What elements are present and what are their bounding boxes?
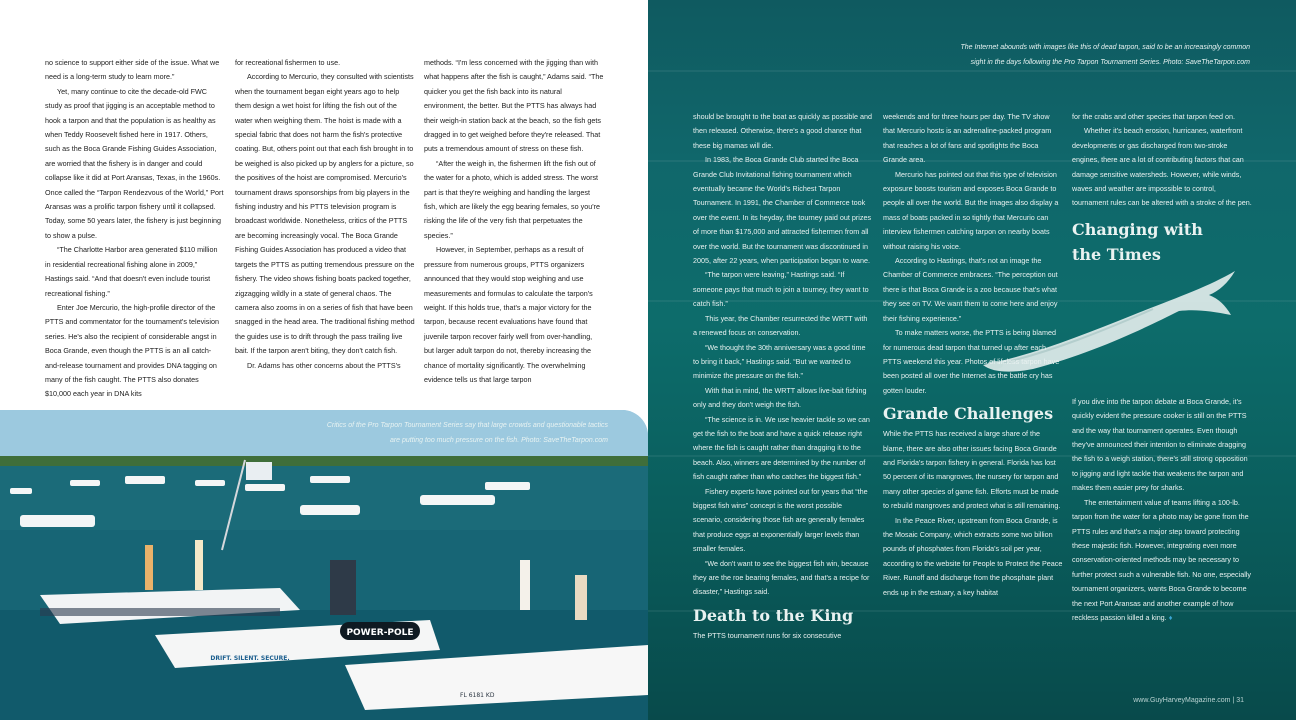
- paragraph: for recreational fishermen to use.: [235, 58, 341, 67]
- paragraph: “The Charlotte Harbor area generated $110 million in residential recreational fishing alone in 2009,” Hastings said. “And that doesn't even include tourist recreational fishing.”: [45, 245, 218, 298]
- paragraph: “We don't want to see the biggest fish win, because they are the roe bearing females, and that's a recipe for disaster,” Hastings said.: [693, 558, 870, 597]
- paragraph: should be brought to the boat as quickly as possible and then released. Otherwise, there's a good chance that these big mamas will die.: [693, 112, 873, 150]
- paragraph: no science to support either side of the issue. What we need is a long-term study to learn more.”: [45, 58, 220, 82]
- paragraph: for the crabs and other species that tarpon feed on.: [1072, 112, 1236, 121]
- boats-photo: [0, 410, 648, 720]
- right-column-3: [1072, 110, 1252, 625]
- paragraph: However, in September, perhaps as a result of pressure from numerous groups, PTTS organizers announced that they would stop weighing and use measurements and formulas to calculate the tarpon's weight. If this holds true, that's a major victory for the tarpon, because recent evaluations have found that juvenile tarpon recover fairly well from over-handling, but larger adult tarpon do not, thereby increasing the chance of mortality significantly. The overwhelming evidence tells us that large tarpon: [424, 245, 593, 384]
- boat-logo-text: POWER-POLE: [346, 628, 414, 638]
- paragraph: [1072, 496, 1252, 626]
- caption-line: sight in the days following the Pro Tarpon Tournament Series. Photo: SaveTheTarpon.com: [970, 59, 1250, 66]
- boats-scene: [0, 410, 648, 720]
- right-column-1: [693, 110, 873, 643]
- paragraph: In the Peace River, upstream from Boca Grande, is the Mosaic Company, which extracts some two billion pounds of phosphates from Florida's soil per year, according to the website for People to Protect the Peace River. Runoff and discharge from the phosphate plant ends up in the estuary, a key habitat: [883, 515, 1063, 597]
- end-mark-icon: ♦: [1168, 612, 1173, 622]
- boat-registration-text: FL 6181 KD: [460, 692, 495, 699]
- paragraph: To make matters worse, the PTTS is being blamed for numerous dead tarpon that turned up after each PTTS weekend this year. Photos of lifeless tarpon have been posted all over the Internet as the battle cry has gotten louder.: [883, 328, 1060, 395]
- paragraph-text: The entertainment value of teams lifting a 100-lb. tarpon from the water for a photo may be gone from the PTTS rules and that's a major step toward protecting these majestic fish. However, integrating even more conservation-oriented methods may be necessary to further protect such a vulnerable fish. No one, especially tournament organizers, wants Boca Grande to become the next Port Aransas and another example of how reckless passion killed a king.: [1072, 497, 1251, 622]
- paragraph: “After the weigh in, the fishermen lift the fish out of the water for a photo, which is added stress. The worst part is that they're weighing and handling the largest fish, which are likely the egg bearing females, so you're risking the life of the very fish that perpetuates the species.”: [424, 158, 600, 240]
- paragraph: Whether it's beach erosion, hurricanes, waterfront developments or gas discharged from two-stroke engines, there are a lot of contributing factors that can damage sensitive watersheds. However, while winds, waves and weather are impossible to control, tournament rules can be altered with a stroke of the pen.: [1072, 126, 1252, 208]
- subhead-line: Changing with: [1072, 219, 1203, 239]
- right-page: [648, 0, 1296, 720]
- paragraph: Enter Joe Mercurio, the high-profile director of the PTTS and commentator for the tournament's television series. He's also the recipient of considerable angst in Boca Grande, even though the PTTS is an all catch-and-release tournament and provides DNA tagging on many of the fish caught. The PTTS also donates $10,000 each year in DNA kits: [45, 302, 219, 399]
- paragraph: “The tarpon were leaving,” Hastings said. “If someone pays that much to join a tourney, they want to catch fish.”: [693, 270, 869, 309]
- page-footer: www.GuyHarveyMagazine.com | 31: [1133, 697, 1244, 704]
- paragraph: “We thought the 30th anniversary was a good time to bring it back,” Hastings said. “But we wanted to minimize the pressure on the fish.”: [693, 342, 866, 381]
- subhead-changing-with-the-times: [1072, 217, 1252, 267]
- paragraph: This year, the Chamber resurrected the WRTT with a renewed focus on conservation.: [693, 313, 868, 338]
- paragraph: If you dive into the tarpon debate at Boca Grande, it's quickly evident the pressure cooker is still on the PTTS and the way that tournament operates. Even though they've announced their intention to eliminate dragging the fish to a weigh station, there's still strong opposition to jigging and light tackle that weakens the tarpon and makes them easier prey for sharks.: [1072, 396, 1248, 493]
- paragraph: Dr. Adams has other concerns about the PTTS's: [247, 360, 401, 370]
- boats-photo-caption: [248, 418, 608, 448]
- paragraph: “The science is in. We use heavier tackle so we can get the fish to the boat and have a quick release right where the fish is caught rather than dragging it to the beach. Also, winners are determined by the number of fish caught rather than who catches the biggest fish.”: [693, 414, 870, 482]
- tarpon-photo-caption: [810, 40, 1250, 70]
- column-spacer: [1072, 275, 1252, 395]
- paragraph: While the PTTS has received a large share of the blame, there are also other issues facing Boca Grande and Florida's tarpon fishery in general. Florida has lost 50 percent of its mangroves, the nursery for tarpon and many other species of game fish. Efforts must be made to rebuild mangroves and protect what is still remaining.: [883, 429, 1061, 511]
- boat-tagline-text: DRIFT. SILENT. SECURE.: [210, 655, 290, 662]
- left-column-1: [45, 56, 225, 402]
- caption-line: are putting too much pressure on the fish. Photo: SaveTheTarpon.com: [389, 437, 608, 444]
- paragraph: The PTTS tournament runs for six consecutive: [693, 630, 842, 640]
- caption-line: The Internet abounds with images like this of dead tarpon, said to be an increasingly common: [960, 44, 1250, 51]
- paragraph: Mercurio has pointed out that this type of television exposure boosts tourism and exposes Boca Grande to people all over the world. But the images also display a mass of boats packed in so tightly that Mercurio can interview fishermen catching tarpon on nearby boats without raising his voice.: [883, 169, 1059, 251]
- paragraph: In 1983, the Boca Grande Club started the Boca Grande Club Invitational fishing tournament which eventually became the World's Richest Tarpon Tournament. In 1991, the Chamber of Commerce took over the event. In its heyday, the tourney paid out prizes of more than $175,000 and attracted fishermen from all over the world. But the tournament was discontinued in 2005, after 22 years, when participation began to wane.: [693, 155, 872, 266]
- paragraph: Fishery experts have pointed out for years that “the biggest fish wins” concept is the worst possible scenario, considering those fish are generally females that produce eggs at exponentially larger levels than smaller females.: [693, 486, 868, 554]
- paragraph: According to Mercurio, they consulted with scientists when the tournament began eight years ago to help them design a wet hoist for lifting the fish out of the water when weighing them. The hoist is made with a special fabric that does not harm the fish's protective coating. But, others point out that each fish brought in to be weighed is also picked up by anglers for a picture, so the positives of the hoist are compromised. Mercurio's tournament draws sponsorships from big players in the fishing industry and his PTTS television program is broadcast worldwide. Nonetheless, critics of the PTTS are becoming increasingly vocal. The Boca Grande Fishing Guides Association has produced a video that targets the PTTS as putting tremendous pressure on the fishery. The video shows fishing boats packed together, zigzagging wildly in a state of general chaos. The camera also zooms in on a series of fish that have been snagged in the head area. The traditional fishing method the guides use is to drift through the pass trailing live bait. If the tarpon aren't biting, they don't catch fish.: [235, 72, 415, 356]
- paragraph: Yet, many continue to cite the decade-old FWC study as proof that jigging is an acceptable method to hook a tarpon and that the population is as healthy as when Teddy Roosevelt fished here in 1917. Others, such as the Boca Grande Fishing Guides Association, are worried that the fishery is in danger and could collapse like it did at Port Aransas, Texas, in the 1960s. Once called the “Tarpon Rendezvous of the World,” Port Aransas was a prolific tarpon fishery until it collapsed. Today, some 50 years later, the fishery is just beginning to show a pulse.: [45, 86, 224, 240]
- left-column-2: [235, 56, 415, 373]
- subhead-death-to-the-king: Death to the King: [693, 605, 854, 625]
- left-column-3: [424, 56, 604, 387]
- subhead-grande-challenges: Grande Challenges: [883, 404, 1054, 424]
- paragraph: weekends and for three hours per day. The TV show that Mercurio hosts is an adrenaline-packed program that reaches a lot of fans and spotlights the Boca Grande area.: [883, 112, 1052, 165]
- caption-line: Critics of the Pro Tarpon Tournament Series say that large crowds and questionable tactics: [326, 422, 608, 429]
- paragraph: According to Hastings, that's not an image the Chamber of Commerce embraces. “The perception out there is that Boca Grande is a zoo because that's what they see on TV. We want them to come here and enjoy their fishing experience.”: [883, 256, 1058, 323]
- right-column-2: [883, 110, 1063, 600]
- paragraph: methods. “I'm less concerned with the jigging than with what happens after the fish is caught,” Adams said. “The quicker you get the fish back into its natural environment, the better. But the PTTS has always had their weigh-in station back at the beach, so the fish gets dragged in to get weighed before they're released. That puts a tremendous amount of stress on these fish.: [424, 58, 604, 154]
- paragraph: With that in mind, the WRTT allows live-bait fishing only and they don't weigh the fish.: [693, 385, 867, 410]
- subhead-line: the Times: [1072, 244, 1161, 264]
